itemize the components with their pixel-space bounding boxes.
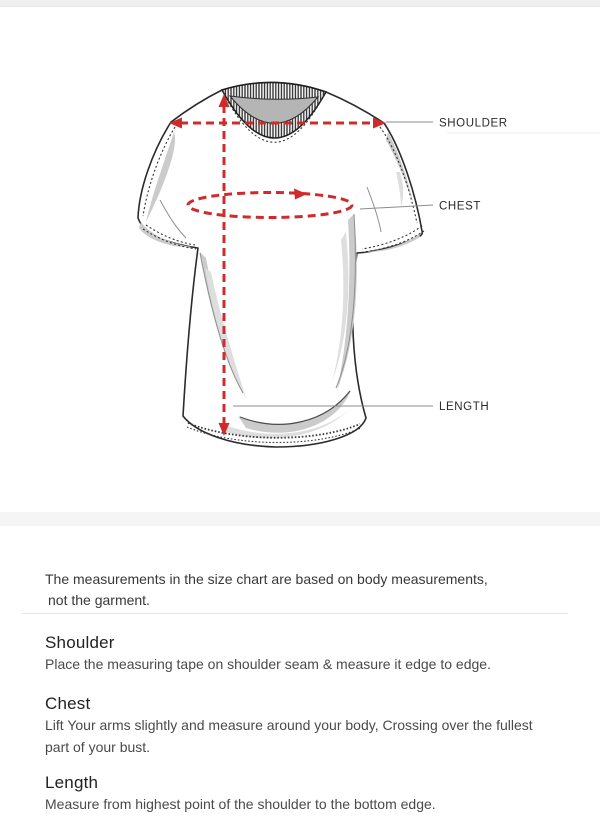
section-title-chest: Chest <box>45 694 91 713</box>
section-desc-length: Measure from highest point of the shoulder to the bottom edge. <box>45 796 436 812</box>
section-desc-chest: Lift Your arms slightly and measure around your body, Crossing over the fullest part of your bust. <box>45 717 533 755</box>
section-desc-shoulder: Place the measuring tape on shoulder seam & measure it edge to edge. <box>45 656 491 672</box>
chest-label: CHEST <box>439 200 481 213</box>
length-label: LENGTH <box>439 401 490 413</box>
note-line-1: The measurements in the size chart are based on body measurements, <box>45 571 488 587</box>
divider-line <box>22 613 568 614</box>
note-line-2: not the garment. <box>48 592 150 608</box>
measurement-note <box>45 569 545 611</box>
shoulder-label: SHOULDER <box>439 117 508 130</box>
section-title-length: Length <box>45 773 99 792</box>
section-title-shoulder: Shoulder <box>45 633 115 652</box>
